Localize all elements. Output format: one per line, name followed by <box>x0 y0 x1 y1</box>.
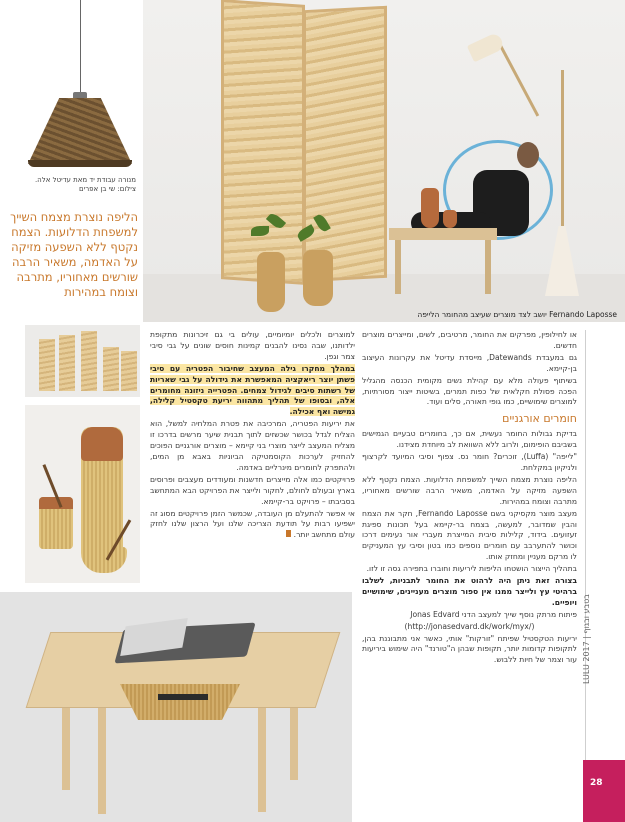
hero-caption: Fernando Laposse יושב לצד מוצרים שעיצב מהחומר הלייפה <box>417 310 617 319</box>
highlighted-paragraph <box>150 364 355 419</box>
pendant-caption <box>6 176 136 194</box>
paragraph: "לייפה" (Luffa), זוכרים? חומר נס. צפוף וסיבי המיועד לקרצוף ולניקיון במקלחת. <box>362 452 577 472</box>
mini-screen <box>103 347 119 391</box>
end-mark-icon <box>286 530 291 537</box>
photo-luffa-vessels <box>25 405 140 583</box>
paragraph: בדיקת גבולות החומר נעשית, אם כך, בחומרים טבעיים הגמישים בשביבם הופימום, ולרוב ללא השוואת לב מיוחדת מצידנו. <box>362 429 577 450</box>
side-table-leg <box>395 240 401 294</box>
table-leg <box>98 704 106 814</box>
planter-right <box>303 250 333 306</box>
page-number: 28 <box>590 778 603 788</box>
paragraph-text: אי אפשר להתעלם מן העובדה, שכמשר הזמן פרויקטים מסוג זה ישפיעו רבות על תודעת הצריכה שלנו ועל הרצון שלנו לחזק עולם מתחשב יותר. <box>150 508 355 540</box>
side-table-leg <box>485 240 491 294</box>
magazine-section-label: LULU 2017 | בטבע ובגוף <box>582 594 591 684</box>
page-number-box <box>583 760 625 822</box>
paragraph: למוצרים ולכלים יומיומיים, עולים בי גם זיכרונות מתקופת ילדותנו, שבה נסינו להבנים קמינות חוסים שונים על גבי סיבי צמר וגפן. <box>150 330 355 361</box>
paragraph: בשיתוף פעולה מלא עם קהילת נשים מקומית הכנסה מהגליל הפכה פסולת חקלאית של כפות תמרים, בשיטות ייצור מסורתיות, למוצרים שימושיים, כמו גופי תאורה, סלים ועוד. <box>362 375 577 407</box>
highlight-text: במהלך מחקרו גילה המעצב שחיבור הפטריה עם סיבי פשתן יוצר ריאקציה המאפשרת את גידולה על גבי שאריות של רשתות סיבים לגידול צמחים. הפטרייה ניזונה מחומרים אלה, ובסופו של תהליך מתהווה יריעת טקסטיל קלילה, גמישה ואף אכילה. <box>150 363 355 417</box>
pendant-caption-credit: צילום: שי בן אפרים <box>79 185 136 193</box>
paragraph: או לחילופין, מפרקים את החומר, מרטיבים, לשים, ומייצרים מוצרים חדשים. <box>362 330 577 350</box>
photo-luffa-table <box>0 592 352 822</box>
photo-folding-screens <box>25 325 140 397</box>
luffa-bowl <box>81 547 127 573</box>
floor-lamp-base <box>545 226 579 296</box>
article-column-right <box>362 330 577 667</box>
table-leg <box>62 700 70 790</box>
tall-vase-top <box>81 427 123 461</box>
paragraph: פרויקטים כמו אלה מייצרים חדשנות ומעודדים מעצבים ופרוסים בארץ ובעולם לחולם, לחקור ולייצר את הפרויקט הבא המתחשב בסביבתו – פרויקט בר-קיימא. <box>150 474 355 506</box>
paragraph: את יריעות הפטריה, המרכיבה את פטרת המלחיה למשל, הוא הצליח לגדל בכושר שכשזים לתוך תבנית שיער מרשים בדרכו זו מצליח המעצב לייצר מוצרי בני קיימא – מוצרים אורגניים הפוכים להחזיק לערכות הקוסמטיקה הביוניות באבא מן המים, ולהתפרק לחומרים מינרליים באדמה. <box>150 419 355 472</box>
seated-person-head <box>517 142 539 168</box>
mini-screen <box>39 339 55 391</box>
paragraph: בתהליך הייצור הושטחו הליפות ליריעות וחוברו בתפירה גסה זו לזו. <box>366 564 577 574</box>
sidebar-divider <box>585 330 615 760</box>
section-heading: חומרים אורגניים <box>502 412 577 426</box>
pull-quote: הליפה נוצרת מצמח השייך למשפחת הדלועות. הצמח נקטף ללא השפעה מזיקה על האדמה, משאיר הרבה שורשים מאחוריו, מתרבה וצומח במהירות <box>10 210 138 299</box>
floor-lamp-arm <box>499 45 539 117</box>
luffa-screen-left <box>221 0 305 285</box>
planter-left <box>257 252 285 312</box>
floor-lamp-head <box>467 32 505 63</box>
paragraph: מעצב מוצר מקסיקני בשם Fernando Laposse, חקר את הצמח והבין שמדובר, למעשה, בצמח בר-קיימא בעל תכונות ספיגת זעזועים. בידוד, קלילות סיבית המייצרת מעברי אור נעימים דרכו וכושר להתערבב עם חומרים נוספים כמו בטון וסיבי עץ המעניקים לו מרקם מעניין ומחזק אותו. <box>362 508 577 562</box>
table-drawer-slot <box>158 694 208 700</box>
paragraph: פיתוח מרתק נוסף שייך למעצב הדני Jonas Edvard <box>410 609 577 619</box>
table-leg <box>290 700 298 780</box>
pendant-rim <box>28 160 132 167</box>
plant-leaf <box>251 226 269 236</box>
table-luffa-drawer <box>120 684 240 720</box>
paragraph: יריעות הטקסטיל שפיתח "זורקות" אותי, כאשר אני מתבוננת בהן, לתקופות קדומות יותר, תקופות שבהן ה"טורנד" היה שימוש ביריעות עור וצמר של חיות ללבוש. <box>362 633 577 665</box>
vase-large <box>421 188 439 228</box>
mini-screen <box>59 335 75 391</box>
paragraph: הליפה נוצרת מצמח השייך למשפחת הדלועות. הצמח נקטף ללא השפעה מזיקה על האדמה, משאיר הרבה שורשים מאחוריו, מתרבה וצומח במהירות. <box>362 474 577 506</box>
hero-photo <box>143 0 625 322</box>
mini-screen <box>121 351 137 391</box>
pendant-caption-line: מנורה עבודת יד מאת עדיטל אלה. <box>34 176 136 184</box>
side-table <box>389 228 497 240</box>
paragraph <box>150 509 355 542</box>
pendant-shade <box>28 98 132 164</box>
article-column-middle <box>150 330 355 542</box>
vase-small <box>443 210 457 228</box>
pendant-cord <box>80 0 81 98</box>
luffa-screen-right <box>303 6 387 282</box>
bold-paragraph: בצורה זאת ניתן היה לרהוט את החומר לתבניות, לשלבו ברהיטי עץ ולייצר ממנו אין ספור מוצרים מעניינים, שימושיים ויופיים. <box>362 576 577 607</box>
mini-screen <box>81 331 97 391</box>
url-link[interactable]: (http://jonasedvard.dk/work/myx/) <box>404 621 535 631</box>
paragraph: גם במעבדת Datewands, מייסדת עדיטל את עקרונות העיצוב בן-קיימא. <box>362 352 577 373</box>
table-leg <box>258 704 266 812</box>
